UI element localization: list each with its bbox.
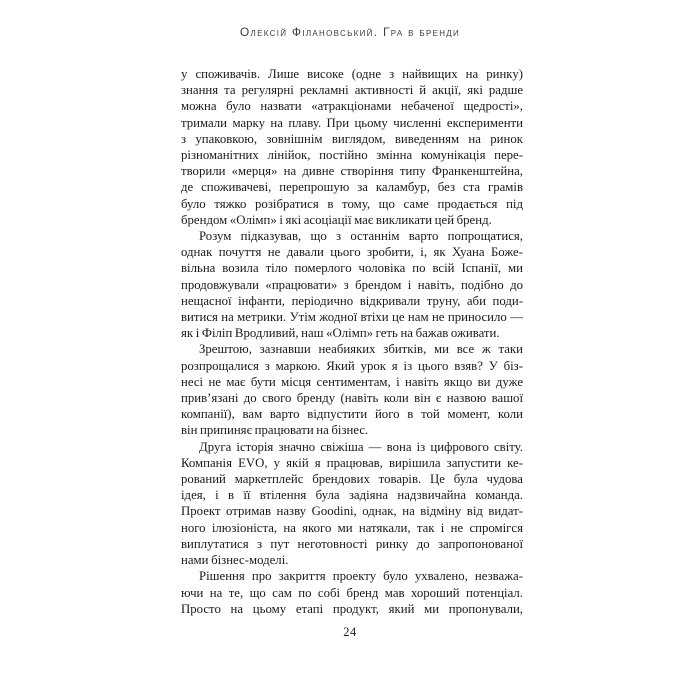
- text-line: Зрештою, зазнавши неабияких збитків, ми все ж таки: [199, 342, 523, 357]
- text-line: він припиняє працювати на бізнес.: [181, 423, 369, 438]
- text-line: знання та регулярні рекламні активності й акції, які радше: [181, 83, 523, 98]
- text-line: з упаковкою, зовнішнім виглядом, виведенням на ринок: [181, 131, 523, 146]
- text-line: Розум підказував, що з останнім варто попрощатися,: [199, 229, 523, 244]
- text-line: витися на метрики. Утім жодної втіхи це нам не приносило —: [181, 310, 523, 325]
- running-header: Олексій Філановський. Гра в бренди: [239, 25, 461, 39]
- text-line: розпрощалися з маркою. Який урок я із цього взяв? У біз-: [181, 358, 523, 373]
- text-line: Просто на цьому етапі продукт, який ми пропонували,: [181, 601, 523, 616]
- text-line: однак почуття не давали цього зробити, і, як Хуана Боже-: [181, 245, 523, 260]
- text-line: Рішення про закриття проекту було ухвалено, незважа-: [199, 569, 523, 584]
- text-line: виплутатися з пут неготовності ринку до запропонованої: [181, 536, 523, 551]
- text-line: продовжували «працювати» з брендом і навіть, подібно до: [181, 277, 523, 292]
- page-number: 24: [343, 625, 357, 639]
- text-line: як і Філіп Вродливий, наш «Олімп» геть на бажав оживати.: [181, 326, 500, 341]
- text-line: різноманітних лінійок, постійно змінна комунікація пере-: [181, 148, 523, 163]
- text-line: прив’язані до свого бренду (навіть коли він є назвою вашої: [181, 391, 523, 406]
- text-line: вільна возила тіло померлого чоловіка по всій Іспанії, ми: [181, 261, 523, 276]
- text-line: нещасної інфанти, періодично відкривали труну, аби поди-: [181, 293, 523, 308]
- text-line: було тяжко розібратися в тому, що саме продається під: [181, 196, 523, 211]
- body-text: [181, 66, 523, 617]
- text-line: ідея, і в її втілення була задіяна надзвичайна команда.: [181, 488, 523, 503]
- text-line: Друга історія значно свіжіша — вона із цифрового світу.: [199, 439, 523, 454]
- text-line: можна було назвати «атракціонами небаченої щедрості»,: [181, 99, 523, 114]
- text-line: рований маркетплейс брендових товарів. Це була чудова: [181, 472, 523, 487]
- text-line: нами бізнес-моделі.: [181, 553, 289, 568]
- text-line: ючи на те, що сам по собі бренд мав хороший потенціал.: [181, 585, 523, 600]
- text-line: Проект отримав назву Goodini, однак, на відміну від видат-: [181, 504, 523, 519]
- text-line: творили «мерця» на дивне створіння типу Франкенштейна,: [181, 164, 523, 179]
- text-line: компанії), вам варто відпустити його в той момент, коли: [181, 407, 523, 422]
- text-line: тримали марку на плаву. При цьому численні експерименти: [181, 115, 523, 130]
- text-line: несі не має бути місця сентиментам, і навіть якщо ви дуже: [181, 374, 523, 389]
- text-line: у споживачів. Лише високе (одне з найвищих на ринку): [181, 67, 523, 81]
- text-line: де споживачеві, перепрошую за каламбур, без ста грамів: [181, 180, 523, 195]
- text-line: брендом «Олімп» і які асоціації має викликати цей бренд.: [181, 212, 492, 227]
- text-line: ного ілюзіоніста, на якого ми натякали, так і не спромігся: [181, 520, 523, 535]
- text-line: Компанія EVO, у якій я працював, вирішила запустити ке-: [181, 455, 523, 470]
